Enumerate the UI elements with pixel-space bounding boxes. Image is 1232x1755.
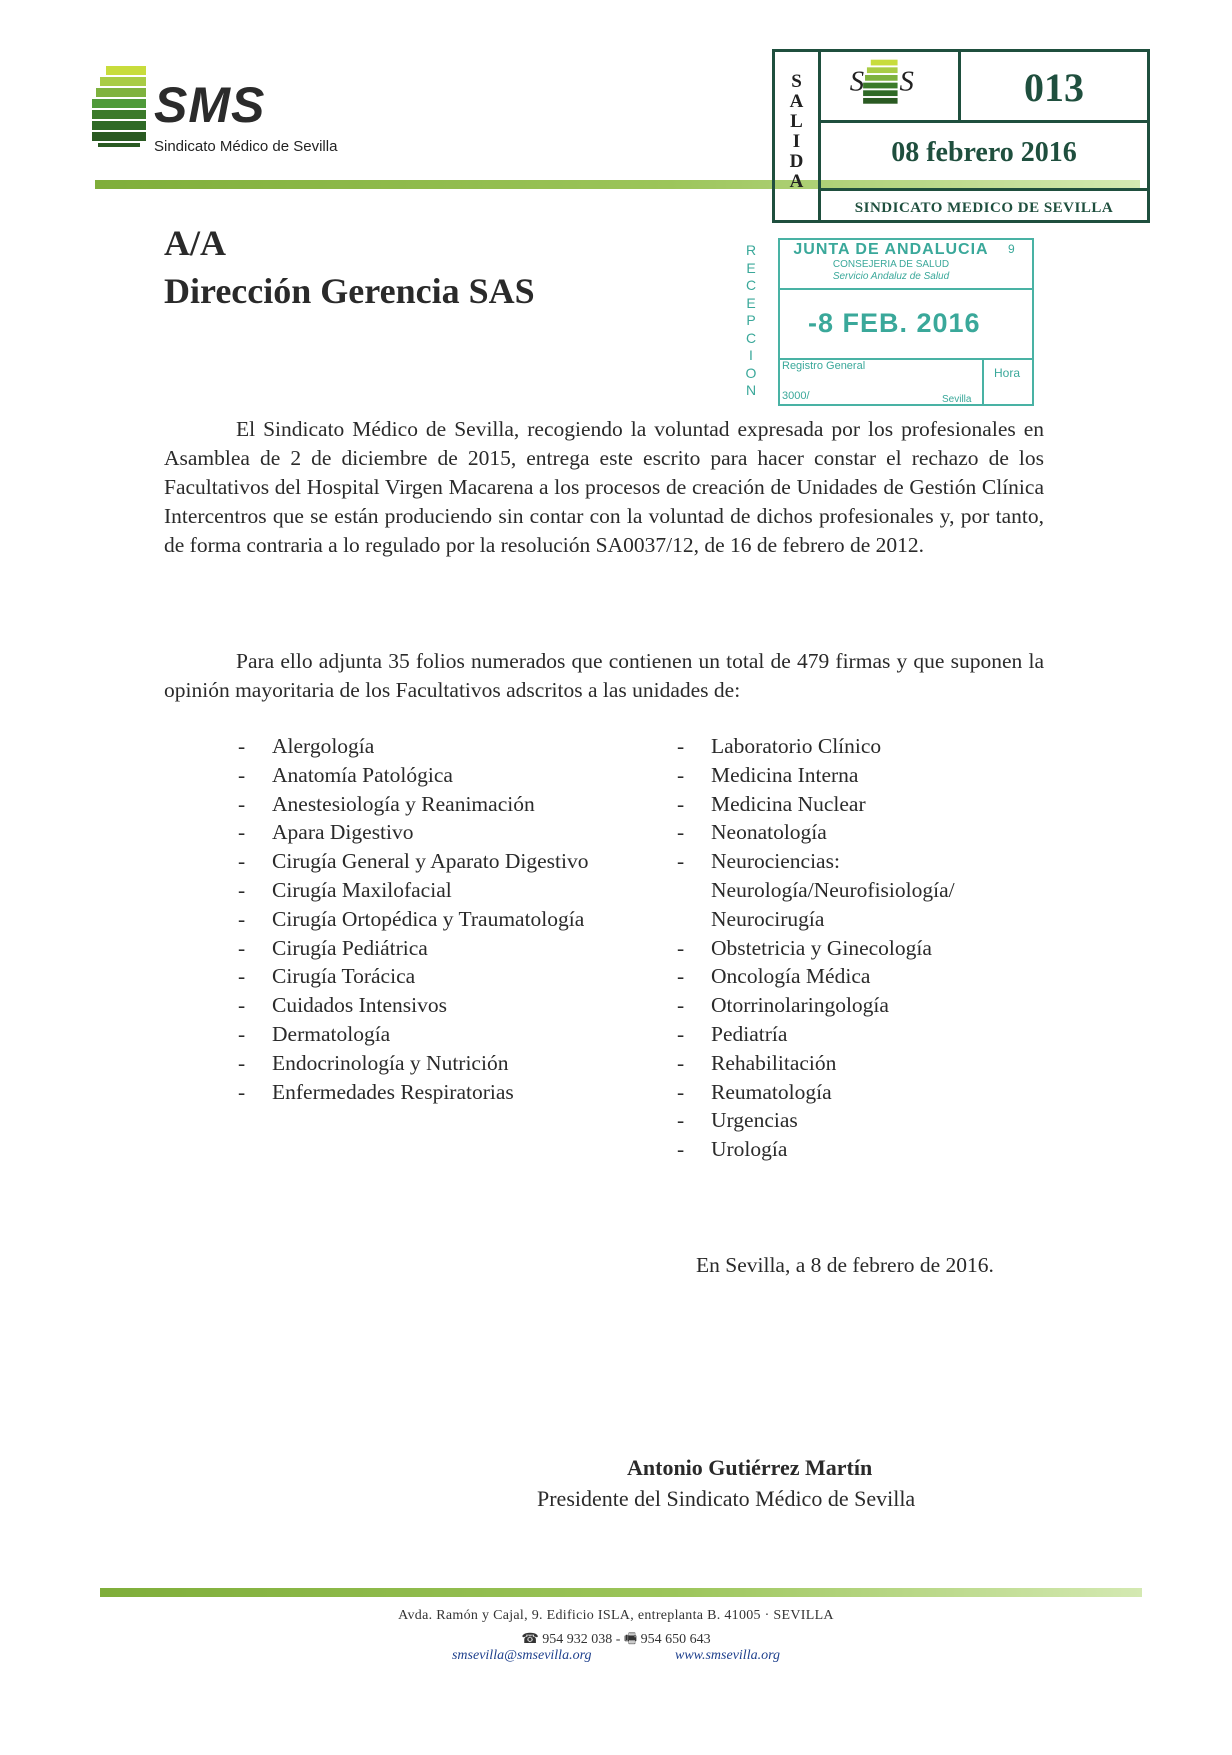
list-item: - Anatomía Patológica (238, 761, 638, 790)
sms-logo (92, 66, 392, 166)
list-item: - Cirugía Torácica (238, 962, 638, 991)
list-item: - Enfermedades Respiratorias (238, 1078, 638, 1107)
recepcion-letter: C (745, 329, 757, 346)
recepcion-header-number: 9 (1008, 242, 1015, 256)
list-item: - Dermatología (238, 1020, 638, 1049)
recepcion-letter: R (745, 242, 757, 258)
list-item: - Cuidados Intensivos (238, 991, 638, 1020)
list-item: - Rehabilitación (677, 1049, 1077, 1078)
recepcion-date: -8 FEB. 2016 (808, 308, 981, 338)
list-item: - Medicina Interna (677, 761, 1077, 790)
list-item: - Pediatría (677, 1020, 1077, 1049)
list-item: - Urología (677, 1135, 1077, 1164)
list-item: - Cirugía Pediátrica (238, 934, 638, 963)
list-item: - Reumatología (677, 1078, 1077, 1107)
salida-letter: S (791, 71, 802, 92)
addressee-line-2: Dirección Gerencia SAS (164, 271, 535, 311)
list-item: - Urgencias (677, 1106, 1077, 1135)
footer-links (0, 1648, 1232, 1664)
salida-vertical-label (775, 52, 821, 220)
signer-name: Antonio Gutiérrez Martín (627, 1455, 873, 1480)
salida-date-box (821, 123, 1147, 191)
salida-number-box (961, 52, 1147, 123)
recepcion-hora: Hora (994, 366, 1021, 380)
recepcion-city: Sevilla (942, 394, 972, 405)
list-item: - Apara Digestivo (238, 818, 638, 847)
footer-address: Avda. Ramón y Cajal, 9. Edificio ISLA, entreplanta B. 41005 · SEVILLA (398, 1608, 834, 1623)
svg-text:S: S (849, 65, 865, 98)
place-and-date: En Sevilla, a 8 de febrero de 2016. (696, 1253, 994, 1277)
salida-organization: SINDICATO MEDICO DE SEVILLA (854, 200, 1114, 216)
signer-title: Presidente del Sindicato Médico de Sevilla (537, 1486, 916, 1511)
units-list-left (238, 732, 638, 1106)
list-item: - Neonatología (677, 818, 1077, 847)
recepcion-divider (778, 288, 1034, 290)
recepcion-letter: E (746, 294, 756, 311)
salida-letter: I (792, 131, 801, 152)
list-item: - Oncología Médica (677, 962, 1077, 991)
list-item: - Cirugía Maxilofacial (238, 876, 638, 905)
recepcion-letter: E (746, 259, 756, 276)
salida-letter: L (790, 111, 803, 132)
salida-letter: A (789, 91, 804, 112)
recepcion-stamp (740, 238, 1038, 410)
list-item: - Anestesiología y Reanimación (238, 790, 638, 819)
salida-letter: A (789, 171, 804, 192)
salida-stamp (772, 49, 1150, 223)
footer-phone-fax: ☎ 954 932 038 - 🖷 954 650 643 (521, 1632, 711, 1647)
list-item: - Otorrinolaringología (677, 991, 1077, 1020)
list-item: - Cirugía General y Aparato Digestivo (238, 847, 638, 876)
list-item: - Obstetricia y Ginecología (677, 934, 1077, 963)
salida-date: 08 febrero 2016 (891, 137, 1077, 168)
body-paragraph-2: Para ello adjunta 35 folios numerados que contienen un total de 479 firmas y que suponen la opinión mayoritaria de los Facultativos adscritos a las unidades de: (164, 649, 1044, 702)
sms-stamp-logo-icon (821, 52, 955, 120)
footer-green-bar (100, 1588, 1142, 1597)
body-paragraph-1: El Sindicato Médico de Sevilla, recogiendo la voluntad expresada por los profesionales en Asamblea de 2 de diciembre de 2015, entrega este escrito para hacer constar el rechazo de los Facultativos del Hospital Virgen Macarena a los procesos de creación de Unidades de Gestión Clínica Intercentros que se están produciendo sin contar con la voluntad de dichos profesionales y, por tanto, de forma contraria a lo regulado por la resolución SA0037/12, de 16 de febrero de 2012. (164, 417, 1044, 557)
recepcion-letter: P (746, 312, 756, 328)
list-item: - Endocrinología y Nutrición (238, 1049, 638, 1078)
recepcion-service: Servicio Andaluz de Salud (832, 271, 950, 282)
logo-subtitle: Sindicato Médico de Sevilla (154, 138, 338, 155)
list-item: - Alergología (238, 732, 638, 761)
salida-stamp-logo (821, 52, 961, 123)
footer-email-link[interactable]: smsevilla@smsevilla.org (451, 1648, 592, 1663)
svg-text:S: S (899, 65, 914, 98)
list-item: - Neurociencias: Neurología/Neurofisiología/ Neurocirugía (677, 847, 1041, 933)
recepcion-vertical-label (740, 242, 762, 400)
list-item: - Laboratorio Clínico (677, 732, 1077, 761)
recepcion-letter: C (745, 277, 757, 293)
recepcion-letter: I (749, 347, 753, 363)
sms-logo-mark-icon (92, 66, 152, 150)
units-list-right (677, 732, 1077, 1164)
salida-letter: D (789, 151, 804, 172)
logo-name: SMS (154, 77, 266, 133)
recepcion-subheader: CONSEJERIA DE SALUD (832, 259, 950, 270)
list-item: - Medicina Nuclear (677, 790, 1077, 819)
recepcion-letter: N (745, 382, 757, 398)
recepcion-code: 3000/ (782, 390, 810, 402)
recepcion-registro: Registro General (782, 360, 866, 372)
recepcion-header: JUNTA DE ANDALUCIA (793, 241, 989, 258)
salida-number: 013 (1024, 65, 1084, 110)
addressee-line-1: A/A (164, 223, 226, 263)
footer-website-link[interactable]: www.smsevilla.org (675, 1648, 781, 1663)
list-item: - Cirugía Ortopédica y Traumatología (238, 905, 638, 934)
recepcion-letter: O (745, 364, 757, 381)
